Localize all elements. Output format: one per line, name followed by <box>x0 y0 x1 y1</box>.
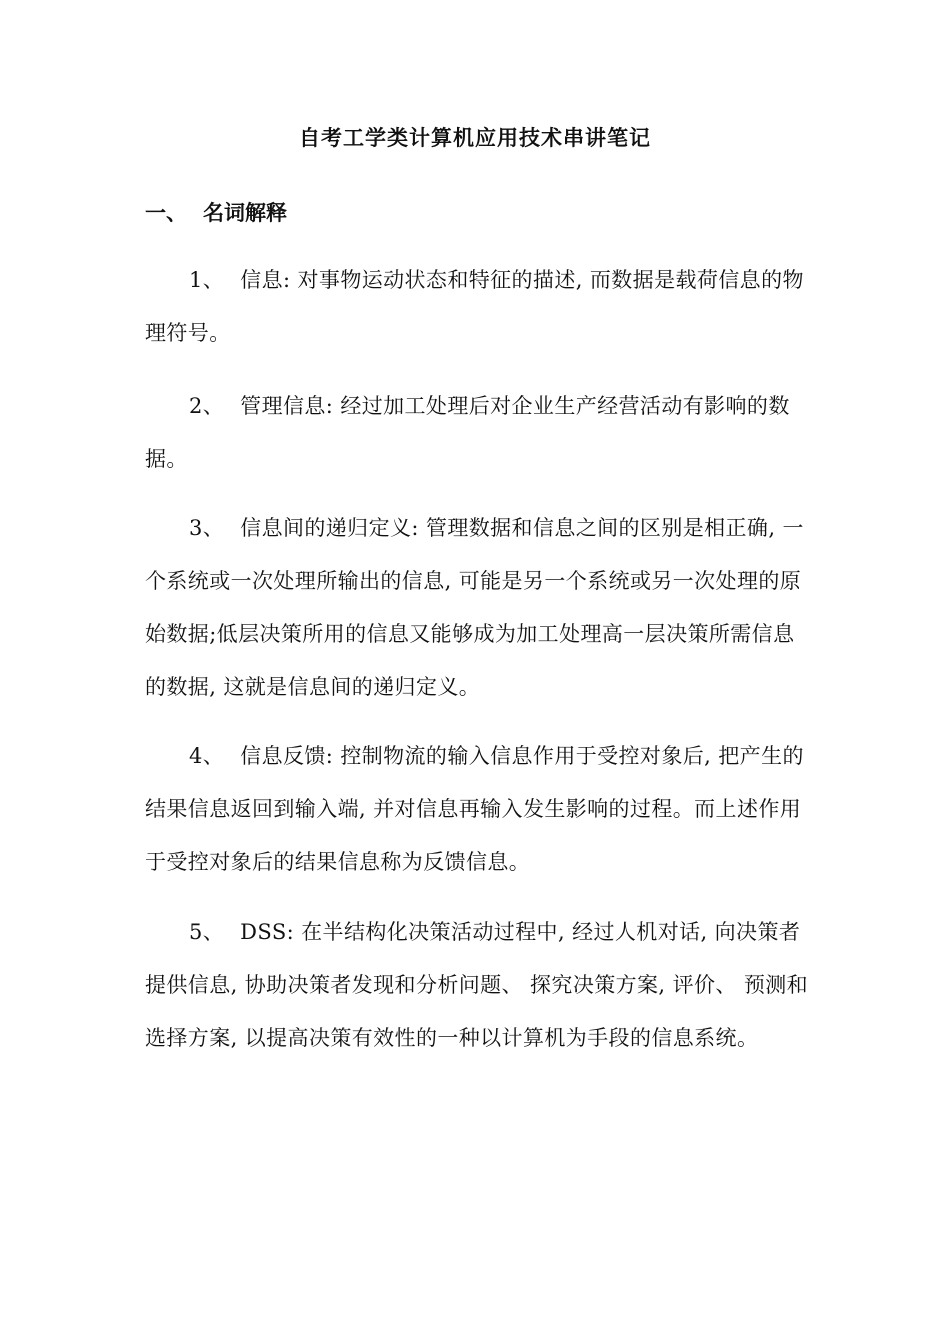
section-heading <box>145 197 287 227</box>
item-number: 3、 <box>189 516 225 540</box>
item-text: 管理信息: 经过加工处理后对企业生产经营活动有影响的数据。 <box>145 394 790 471</box>
item-number: 2、 <box>189 394 225 418</box>
item-text: 信息反馈: 控制物流的输入信息作用于受控对象后, 把产生的结果信息返回到输入端, 并对信息再输入发生影响的过程。而上述作用于受控对象后的结果信息称为反馈信息。 <box>145 744 804 874</box>
item-number: 1、 <box>189 268 225 292</box>
section-title: 名词解释 <box>203 201 287 225</box>
item-number: 4、 <box>189 744 225 768</box>
section-number: 一、 <box>145 201 187 225</box>
definition-item <box>145 254 810 360</box>
definition-item <box>145 906 810 1065</box>
definition-item <box>145 380 810 486</box>
item-text: 信息间的递归定义: 管理数据和信息之间的区别是相正确, 一个系统或一次处理所输出的信息, 可能是另一个系统或另一次处理的原始数据;低层决策所用的信息又能够成为加工处理高一层决策所需信息的数据, 这就是信息间的递归定义。 <box>145 516 804 699</box>
item-text: DSS: 在半结构化决策活动过程中, 经过人机对话, 向决策者提供信息, 协助决策者发现和分析问题、 探究决策方案, 评价、 预测和选择方案, 以提高决策有效性的一种以计算机为手段的信息系统。 <box>145 920 809 1050</box>
document-title: 自考工学类计算机应用技术串讲笔记 <box>299 126 651 150</box>
definition-item <box>145 730 810 889</box>
item-number: 5、 <box>189 920 225 944</box>
item-text: 信息: 对事物运动状态和特征的描述, 而数据是载荷信息的物理符号。 <box>145 268 804 345</box>
definition-item <box>145 502 810 714</box>
